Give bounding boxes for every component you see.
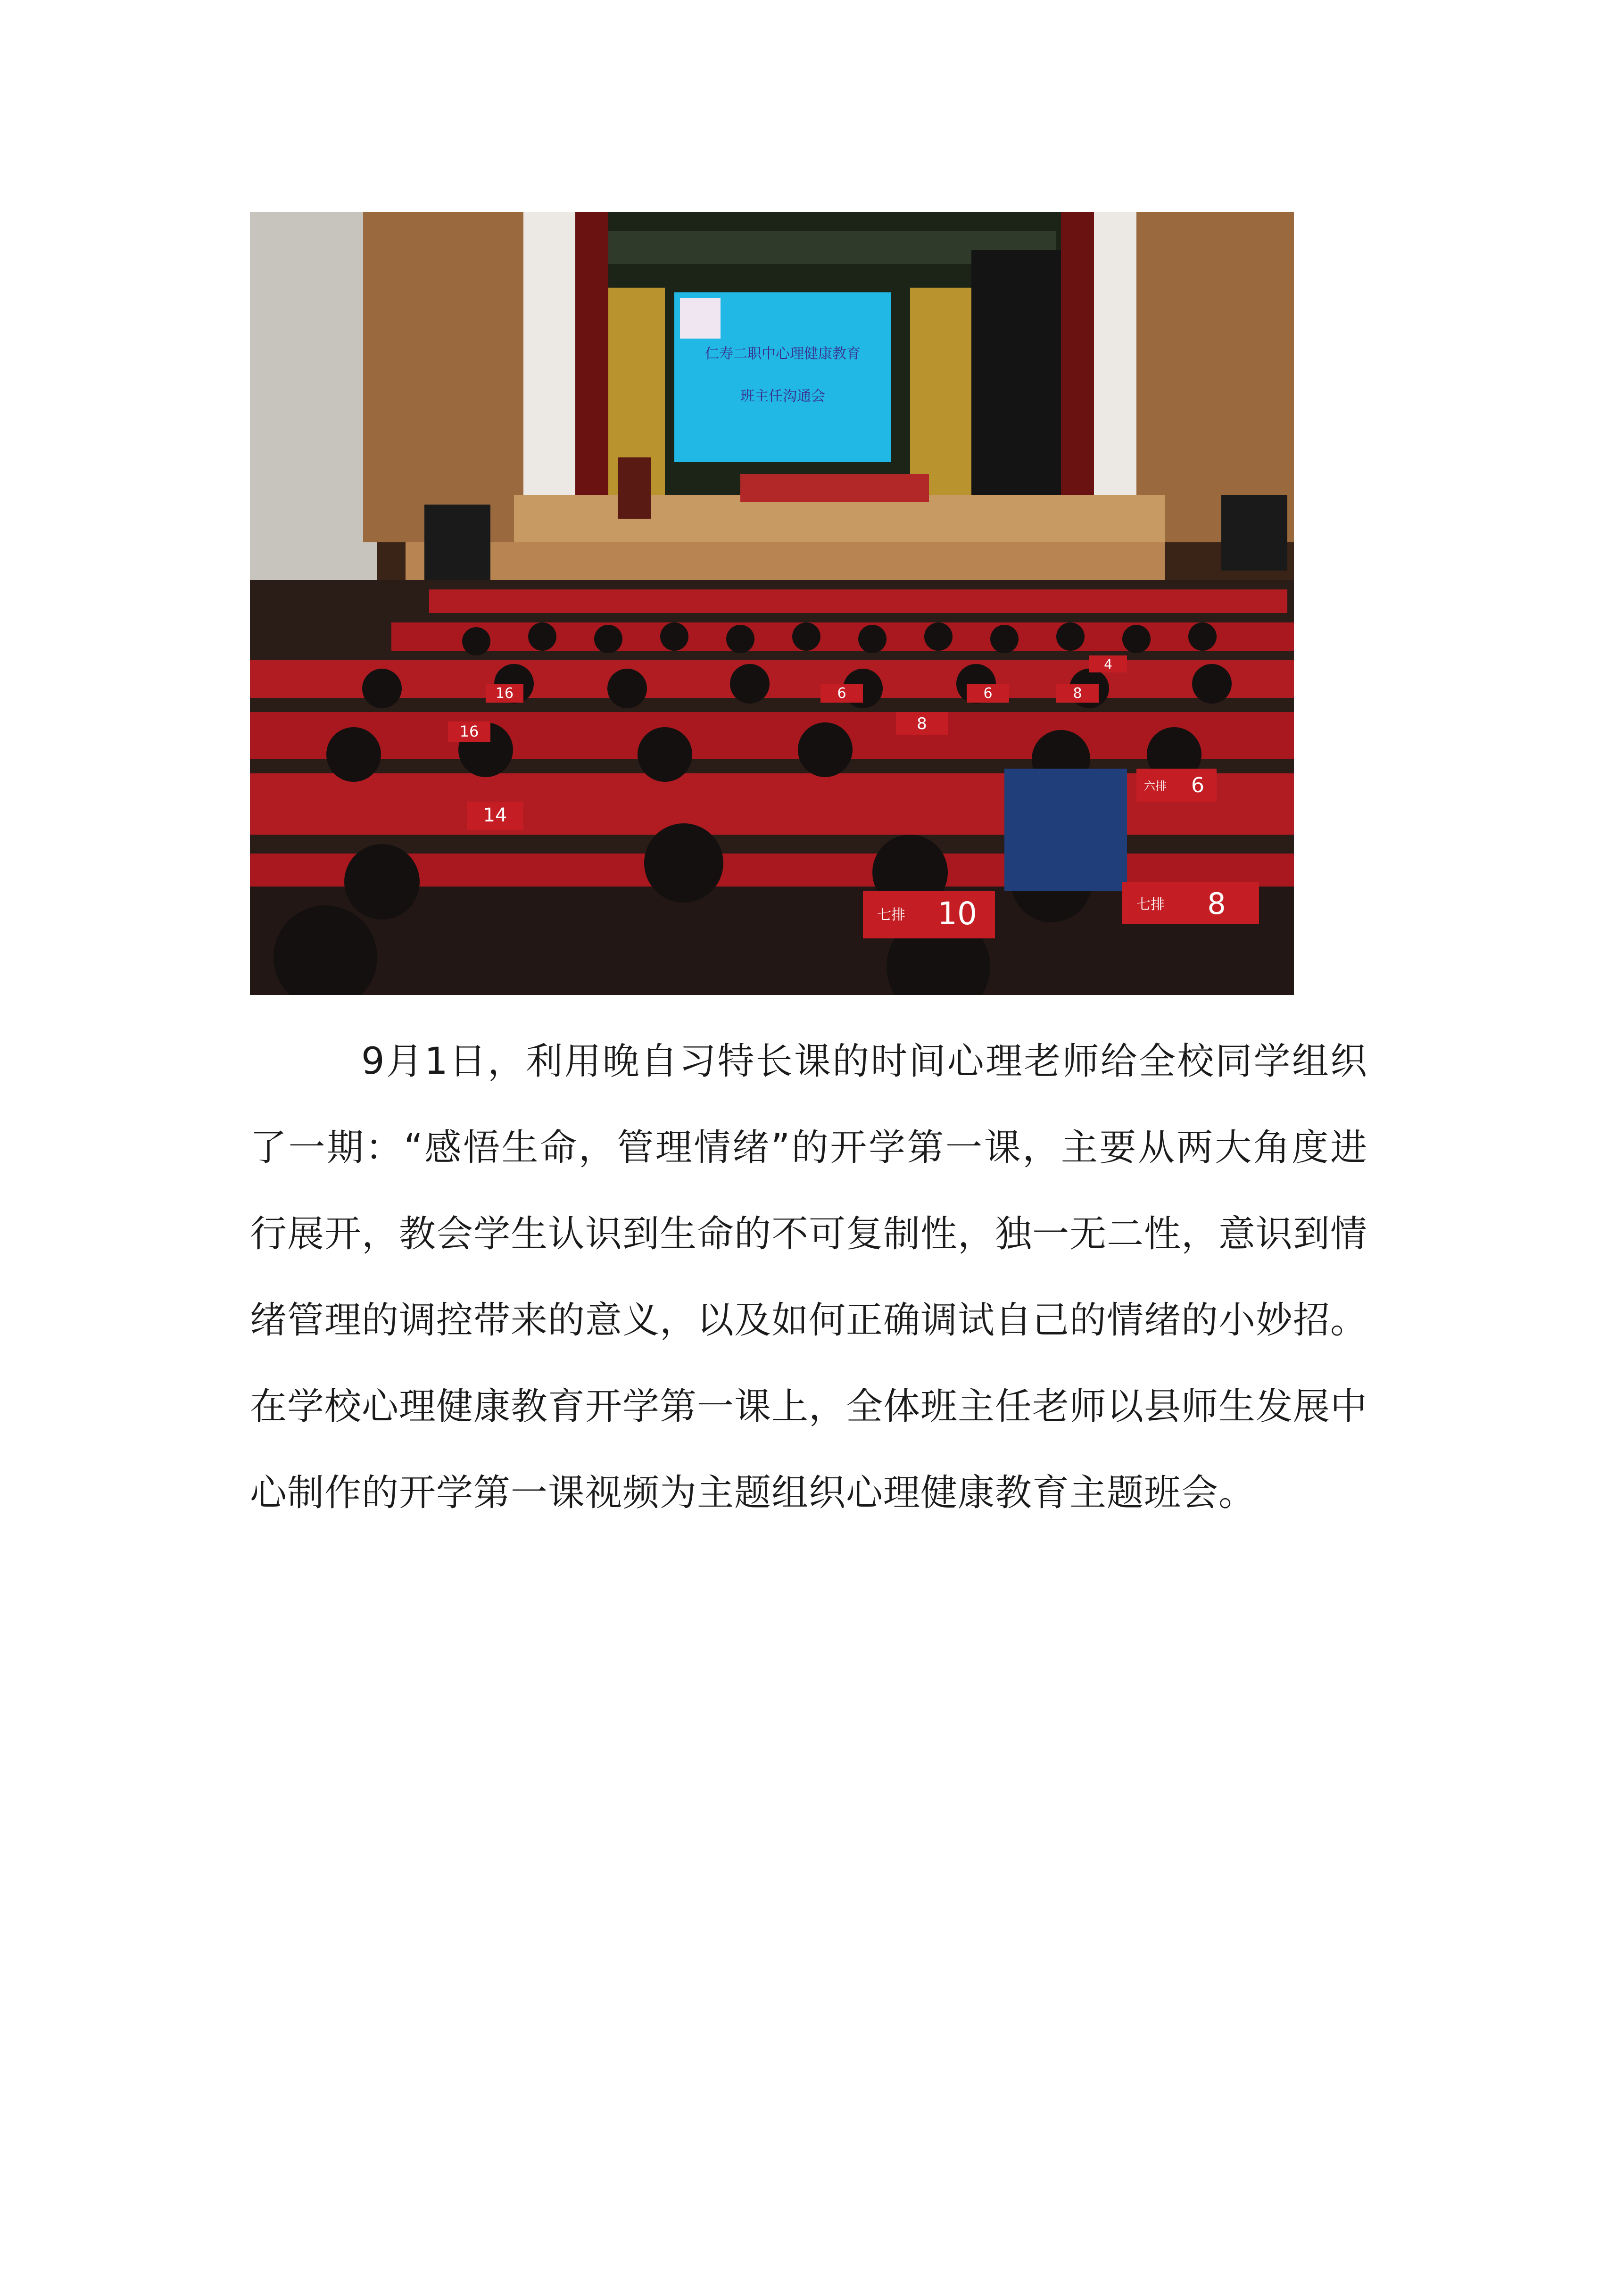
row-label: 七排 <box>1136 896 1165 913</box>
seat-number: 8 <box>1073 685 1082 702</box>
screen-logo <box>680 298 721 339</box>
seat-number: 6 <box>1191 773 1204 797</box>
seat-number: 6 <box>983 685 993 702</box>
right-wood-panel <box>1136 212 1294 542</box>
curtain-right-red <box>1061 212 1094 514</box>
body-paragraph: 9月1日，利用晚自习特长课的时间心理老师给全校同学组织了一期：“感悟生命，管理情绪”的开学第一课，主要从两大角度进行展开，教会学生认识到生命的不可复制性，独一无二性，意识到情绪管理的调控带来的意义，以及如何正确调试自己的情绪的小妙招。在学校心理健康教育开学第一课上，全体班主任老师以县师生发展中心制作的开学第一课视频为主题组织心理健康教育主题班会。 <box>250 1040 1368 1514</box>
left-wall <box>250 212 377 589</box>
seat-number: 14 <box>483 804 507 826</box>
stage-floor <box>514 495 1165 547</box>
podium <box>618 457 651 519</box>
seat-number: 10 <box>937 895 977 932</box>
row-label: 七排 <box>877 907 905 923</box>
screen-title-line1: 仁寿二职中心理健康教育 <box>705 346 861 362</box>
curtain-right-black <box>971 250 1066 514</box>
speaker-left <box>424 505 490 589</box>
seat-number: 4 <box>1104 656 1112 672</box>
seat-number: 8 <box>1207 887 1226 921</box>
person-blue-jacket <box>1004 769 1127 891</box>
auditorium-photo-illustration <box>250 212 1294 995</box>
curtain-right-gold <box>910 288 971 505</box>
stage-front <box>406 542 1165 585</box>
speaker-right <box>1221 495 1287 571</box>
presenter-table <box>740 474 929 502</box>
seat-number: 6 <box>837 685 846 702</box>
seat-number: 16 <box>459 722 479 740</box>
left-wood-panel <box>363 212 542 542</box>
screen-title-line2: 班主任沟通会 <box>740 388 825 405</box>
row-label: 六排 <box>1144 779 1167 793</box>
curtain-left-red <box>575 212 608 514</box>
seat-number: 16 <box>495 685 514 702</box>
seat-number: 8 <box>917 714 927 733</box>
auditorium-photo <box>250 212 1294 995</box>
